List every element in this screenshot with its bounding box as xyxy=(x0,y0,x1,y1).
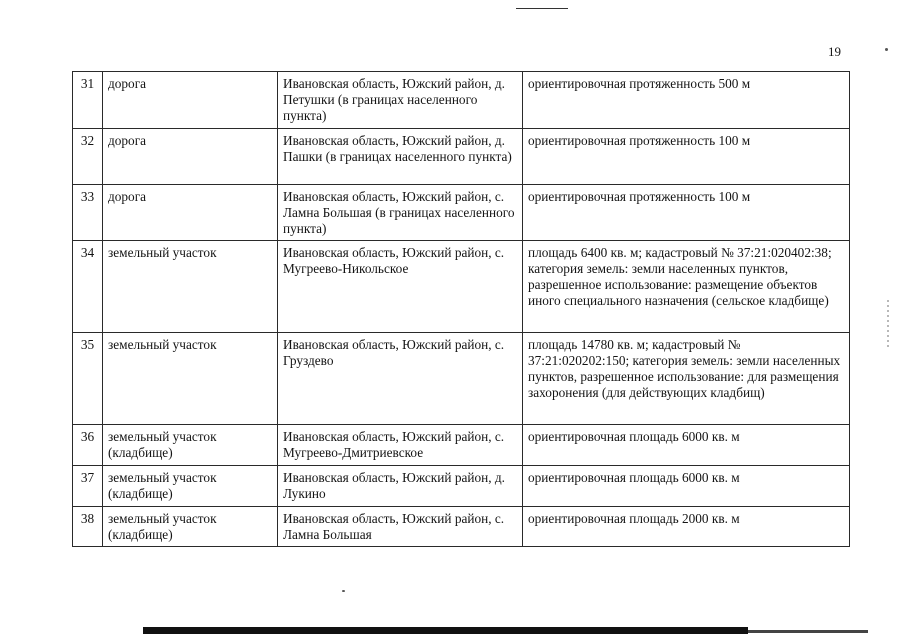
object-address: Ивановская область, Южский район, д. Петушки (в границах населенного пункта) xyxy=(278,72,523,129)
object-description: площадь 14780 кв. м; кадастровый № 37:21:020202:150; категория земель: земли населенных пунктов, разрешенное использование: для размещения захоронения (для действующих кладбищ) xyxy=(523,333,850,425)
row-number: 34 xyxy=(73,241,103,333)
table-row xyxy=(73,185,850,241)
scan-edge-noise xyxy=(887,300,889,350)
object-name: дорога xyxy=(103,72,278,129)
row-number: 35 xyxy=(73,333,103,425)
table-row xyxy=(73,241,850,333)
object-address: Ивановская область, Южский район, д. Лукино xyxy=(278,466,523,507)
table-row xyxy=(73,72,850,129)
object-address: Ивановская область, Южский район, с. Мугреево-Никольское xyxy=(278,241,523,333)
scan-speck xyxy=(342,590,345,592)
object-name: дорога xyxy=(103,129,278,185)
bottom-scan-edge xyxy=(143,627,748,634)
registry-table xyxy=(72,71,850,547)
row-number: 38 xyxy=(73,507,103,547)
table-row xyxy=(73,425,850,466)
object-name: земельный участок (кладбище) xyxy=(103,466,278,507)
object-description: ориентировочная протяженность 100 м xyxy=(523,129,850,185)
scan-speck xyxy=(885,48,888,51)
row-number: 32 xyxy=(73,129,103,185)
row-number: 37 xyxy=(73,466,103,507)
object-address: Ивановская область, Южский район, с. Груздево xyxy=(278,333,523,425)
table-row xyxy=(73,466,850,507)
object-name: земельный участок xyxy=(103,333,278,425)
object-address: Ивановская область, Южский район, с. Ламна Большая xyxy=(278,507,523,547)
table-row xyxy=(73,507,850,547)
object-description: ориентировочная протяженность 500 м xyxy=(523,72,850,129)
object-description: ориентировочная площадь 2000 кв. м xyxy=(523,507,850,547)
object-address: Ивановская область, Южский район, д. Пашки (в границах населенного пункта) xyxy=(278,129,523,185)
object-description: площадь 6400 кв. м; кадастровый № 37:21:020402:38; категория земель: земли населенных пунктов, разрешенное использование: размещение объектов иного специального назначения (сельское кладбище) xyxy=(523,241,850,333)
object-name: дорога xyxy=(103,185,278,241)
row-number: 33 xyxy=(73,185,103,241)
object-description: ориентировочная протяженность 100 м xyxy=(523,185,850,241)
row-number: 36 xyxy=(73,425,103,466)
table-row xyxy=(73,129,850,185)
row-number: 31 xyxy=(73,72,103,129)
bottom-scan-edge-tail xyxy=(748,630,868,633)
object-name: земельный участок xyxy=(103,241,278,333)
table-row xyxy=(73,333,850,425)
page-number: 19 xyxy=(828,44,841,59)
object-name: земельный участок (кладбище) xyxy=(103,507,278,547)
object-address: Ивановская область, Южский район, с. Мугреево-Дмитриевское xyxy=(278,425,523,466)
object-address: Ивановская область, Южский район, с. Ламна Большая (в границах населенного пункта) xyxy=(278,185,523,241)
object-description: ориентировочная площадь 6000 кв. м xyxy=(523,425,850,466)
object-name: земельный участок (кладбище) xyxy=(103,425,278,466)
top-scan-mark xyxy=(516,8,568,9)
object-description: ориентировочная площадь 6000 кв. м xyxy=(523,466,850,507)
